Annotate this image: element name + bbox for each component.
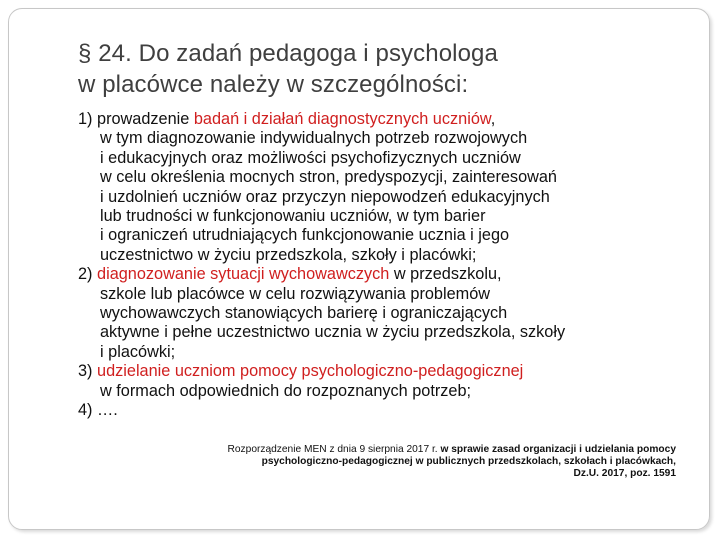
list-item-first-line: [78, 265, 688, 284]
citation-source: Rozporządzenie MEN z dnia 9 sierpnia 2017 r.: [227, 444, 441, 455]
item-text: prowadzenie: [92, 110, 194, 128]
item-line: szkole lub placówce w celu rozwiązywania problemów: [100, 284, 491, 303]
item-highlight: udzielanie uczniom pomocy psychologiczno-pedagogicznej: [97, 362, 524, 381]
item-line: lub trudności w funkcjonowaniu uczniów, w tym barier: [100, 207, 486, 226]
item-line: i edukacyjnych oraz możliwości psychofizycznych uczniów: [100, 148, 521, 167]
slide-title: [78, 38, 678, 100]
list-item-3: [78, 362, 688, 401]
item-line: w formach odpowiednich do rozpoznanych potrzeb;: [100, 381, 472, 400]
slide-body: [78, 110, 688, 421]
item-line: aktywne i pełne uczestnictwo ucznia w życiu przedszkola, szkoły: [100, 323, 566, 342]
item-line: w tym diagnozowanie indywidualnych potrzeb rozwojowych: [100, 129, 528, 148]
item-text: ….: [92, 401, 118, 420]
item-text: ,: [490, 110, 496, 128]
title-line-2: w placówce należy w szczególności:: [78, 71, 469, 98]
list-item-4: [78, 401, 688, 420]
list-item-2: [78, 265, 688, 362]
list-item-first-line: [78, 362, 688, 381]
item-line: uczestnictwo w życiu przedszkola, szkoły i placówki;: [100, 245, 477, 264]
title-line-1: § 24. Do zadań pedagoga i psychologa: [78, 40, 498, 67]
item-line: i placówki;: [100, 342, 176, 361]
citation-title: w sprawie zasad organizacji i udzielania pomocy: [440, 444, 676, 455]
item-highlight: diagnozowanie sytuacji wychowawczych: [97, 265, 390, 284]
item-line: i ograniczeń utrudniających funkcjonowanie ucznia i jego: [100, 226, 510, 245]
item-number: 2): [78, 265, 93, 284]
item-highlight: badań i działań diagnostycznych uczniów: [193, 110, 491, 128]
item-line: wychowawczych stanowiących barierę i ograniczających: [100, 304, 508, 323]
citation-line-3: Dz.U. 2017, poz. 1591: [573, 468, 676, 479]
list-item-1: [78, 110, 688, 265]
item-number: 1): [78, 110, 93, 128]
item-number: 4): [78, 401, 93, 420]
citation-line-2: psychologiczno-pedagogicznej w publicznych przedszkolach, szkołach i placówkach,: [261, 456, 676, 467]
citation-line-1: [116, 444, 676, 456]
list-item-first-line: [78, 401, 688, 420]
item-number: 3): [78, 362, 93, 381]
item-text: w przedszkolu,: [389, 265, 502, 284]
item-line: i uzdolnień uczniów oraz przyczyn niepowodzeń edukacyjnych: [100, 187, 550, 206]
item-line: w celu określenia mocnych stron, predyspozycji, zainteresowań: [100, 168, 557, 187]
legal-citation: [116, 444, 676, 480]
list-item-first-line: [78, 110, 688, 129]
